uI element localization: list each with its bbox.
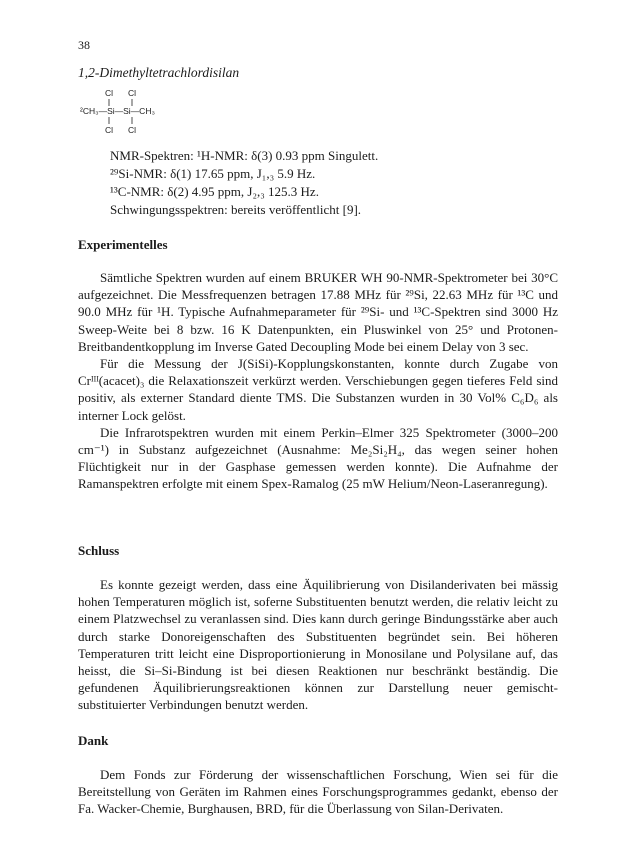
structure-cl-bottom-2: Cl xyxy=(128,125,137,135)
section-body-experimentelles xyxy=(78,269,558,493)
section-body-dank xyxy=(78,766,558,818)
structure-cl-top-1: Cl xyxy=(105,88,114,98)
structural-formula xyxy=(80,86,200,136)
nmr-data-block xyxy=(110,147,378,219)
compound-title: 1,2-Dimethyltetrachlordisilan xyxy=(78,65,240,80)
paragraph: Für die Messung der J(SiSi)-Kopplungskonstanten, konnte durch Zugabe von Crᴵᴵᴵ(acacet)₃ die Relaxationszeit verkürzt werden. Verschiebungen gegen tieferes Feld sind positiv, als externer Standard diente TMS. Die Substanzen wurden in 30 Vol% C₆D₆ als interner Lock gelöst. xyxy=(78,356,558,423)
section-heading-experimentelles: Experimentelles xyxy=(78,237,168,252)
nmr-line: ²⁹Si-NMR: δ(1) 17.65 ppm, J₁,₃ 5.9 Hz. xyxy=(110,166,316,181)
paragraph: Die Infrarotspektren wurden mit einem Perkin–Elmer 325 Spektrometer (3000–200 cm⁻¹) in Substanz aufgezeichnet (Ausnahme: Me₂Si₂H₄, das wegen seiner hohen Flüchtigkeit nur in der Gasphase gemessen werden konnte). Die Aufnahme der Ramanspektren erfolgte mit einem Spex-Ramalog (25 mW Helium/Neon-Laseranregung). xyxy=(78,424,558,492)
structure-cl-top-2: Cl xyxy=(128,88,137,98)
page-number: 38 xyxy=(78,38,90,52)
nmr-line: NMR-Spektren: ¹H-NMR: δ(3) 0.93 ppm Singulett. xyxy=(110,148,379,163)
paragraph: Dem Fonds zur Förderung der wissenschaftlichen Forschung, Wien sei für die Bereitstellung von Geräten im Rahmen eines Forschungsprogrammes gedankt, ebenso der Fa. Wacker-Chemie, Burghausen, BRD, für die Überlassung von Silan-Derivaten. xyxy=(78,767,558,817)
structure-main-chain: ²CH₃—Si—Si—CH₃ xyxy=(80,106,155,116)
nmr-line: ¹³C-NMR: δ(2) 4.95 ppm, J₂,₃ 125.3 Hz. xyxy=(110,184,319,199)
section-heading-dank: Dank xyxy=(78,733,109,748)
paragraph: Sämtliche Spektren wurden auf einem BRUKER WH 90-NMR-Spektrometer bei 30°C aufgezeichnet. Die Messfrequenzen betragen 17.88 MHz für ²⁹Si, 22.63 MHz für ¹³C und 90.0 MHz für ¹H. Typische Aufnahmeparameter für ²⁹Si- und ¹³C-Spektren sind 3000 Hz Sweep-Weite bei 8 bzw. 16 K Datenpunkten, ein Pluswinkel von 25° und Protonen-Breitbandentkopplung im Inverse Gated Decoupling Mode bei einem Delay von 3 sec. xyxy=(78,270,558,354)
structure-cl-bottom-1: Cl xyxy=(105,125,114,135)
section-body-schluss xyxy=(78,576,558,714)
paragraph: Es konnte gezeigt werden, dass eine Äquilibrierung von Disilanderivaten bei mässig hohen Temperaturen möglich ist, soferne Substituenten benutzt werden, die relativ leicht zu einem Platzwechsel zu veranlassen sind. Dies kann durch geringe Bindungsstärke aber auch durch starke Donoreigenschaften des Substituenten begründet sein. Bei höheren Temperaturen tritt leicht eine Disproportionierung in Monosilane und Polysilane auf, das heisst, die Si–Si-Bindung ist bei diesen Reaktionen nur beschränkt beständig. Die gefundenen Äquilibrierungsreaktionen können zur Darstellung neuer gemischt-substituierter Verbindungen benutzt werden. xyxy=(78,577,558,713)
nmr-line: Schwingungsspektren: bereits veröffentlicht [9]. xyxy=(110,202,362,217)
section-heading-schluss: Schluss xyxy=(78,543,120,558)
